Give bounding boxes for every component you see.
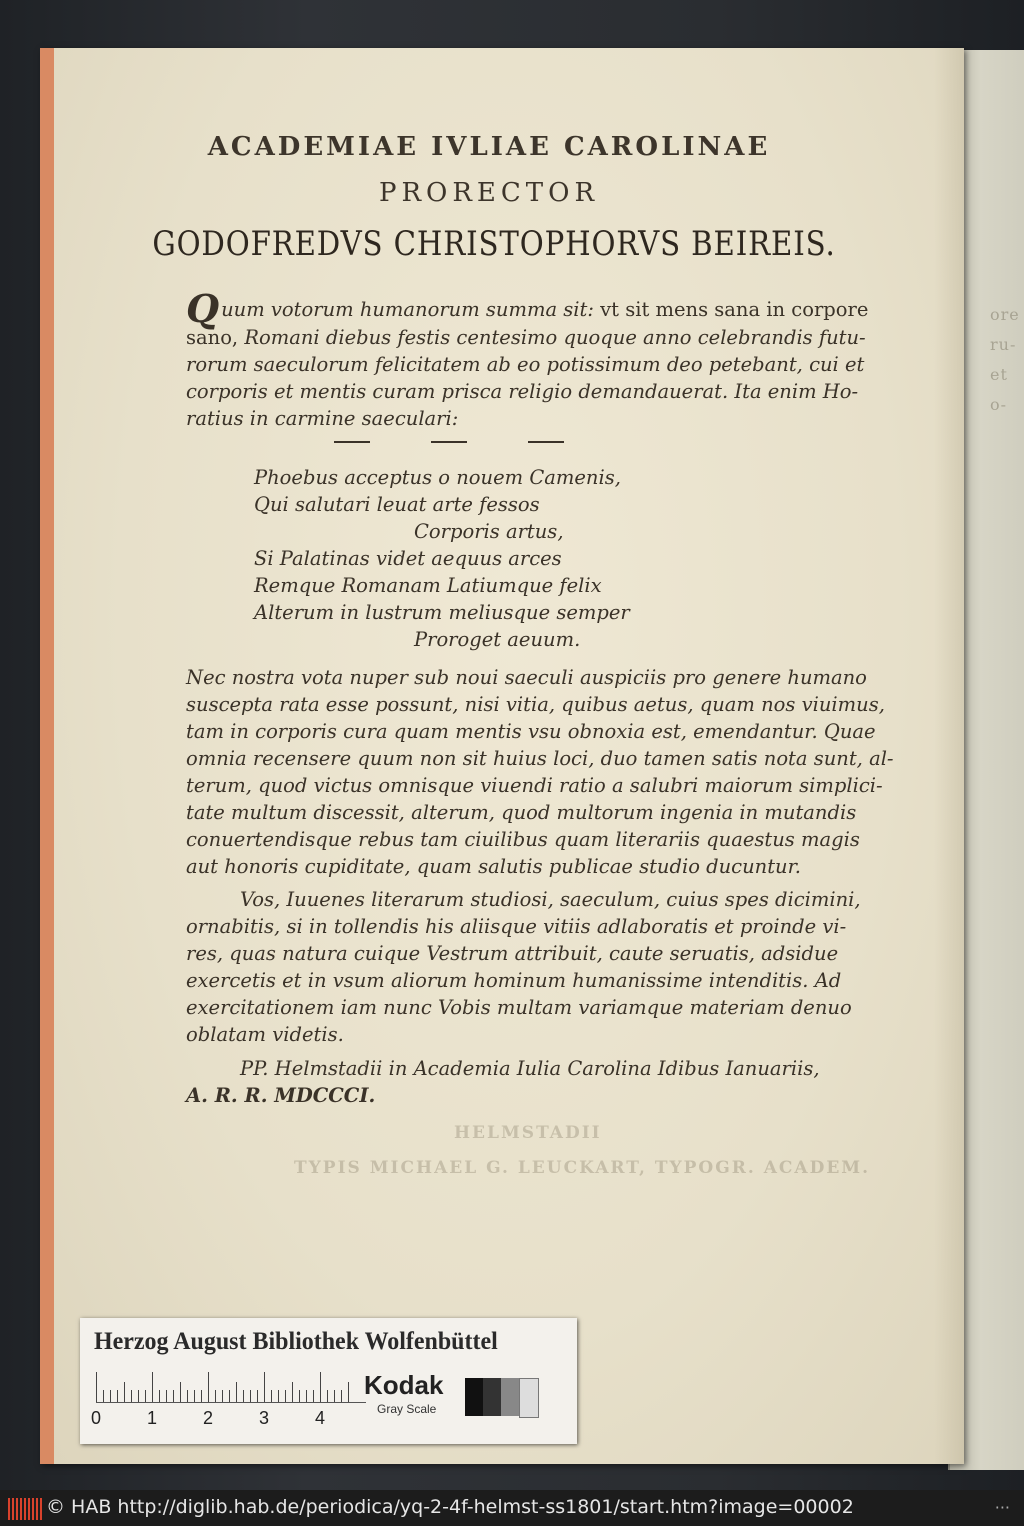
paragraph1-line3: rorum saeculorum felicitatem ab eo potissimum deo petebant, cui et <box>186 353 865 376</box>
poem-line: Phoebus acceptus o nouem Camenis, <box>254 466 621 489</box>
ruler-number: 0 <box>91 1408 102 1428</box>
ruler-number: 1 <box>147 1408 158 1428</box>
poem-line: Proroget aeuum. <box>414 628 581 651</box>
poem-line: Si Palatinas videt aequus arces <box>254 547 562 570</box>
paragraph3-line: ornabitis, si in tollendis his aliisque vitiis adlaboratis et proinde vi- <box>186 915 847 938</box>
paragraph1-line2: sano, Romani diebus festis centesimo quoque anno celebrandis futu- <box>186 326 866 349</box>
paragraph2-line: tam in corporis cura quam mentis vsu obnoxia est, emendantur. Quae <box>186 720 876 743</box>
paragraph2-line: tate multum discessit, alterum, quod multorum ingenia in mutandis <box>186 801 857 824</box>
paragraph2-line: Nec nostra vota nuper sub noui saeculi auspiciis pro genere humano <box>186 666 867 689</box>
paragraph3-line: exercetis et in vsum aliorum hominum humanissime intenditis. Ad <box>186 969 842 992</box>
ruler-number: 4 <box>315 1408 326 1428</box>
hab-logo-icon <box>8 1498 42 1520</box>
scale-ruler <box>96 1372 366 1403</box>
color-reference-card <box>80 1318 577 1444</box>
poem-line: Qui salutari leuat arte fessos <box>254 493 540 516</box>
kodak-logo: Kodak <box>364 1370 444 1400</box>
more-icon[interactable]: ··· <box>994 1498 1010 1517</box>
viewer-footer <box>0 1490 1024 1526</box>
library-name: Herzog August Bibliothek Wolfenbüttel <box>94 1326 498 1355</box>
paragraph1-line5: ratius in carmine saeculari: <box>186 407 459 430</box>
gray-swatches <box>465 1378 539 1418</box>
source-url[interactable]: © HAB http://diglib.hab.de/periodica/yq-2-4f-helmst-ss1801/start.htm?image=00002 <box>46 1496 854 1518</box>
adjacent-page-edge: ore ru- et o- <box>948 50 1024 1470</box>
paragraph1-line1: Quum votorum humanorum summa sit: vt sit mens sana in corpore <box>186 286 869 331</box>
paragraph2-line: suscepta rata esse possunt, nisi vitia, quibus aetus, quam nos viuimus, <box>186 693 885 716</box>
heading-prorector: PRORECTOR <box>378 178 600 208</box>
poem-line: Corporis artus, <box>414 520 564 543</box>
paragraph2-line: terum, quod victus omnisque viuendi ratio a salubri maiorum simplici- <box>186 774 883 797</box>
ruler-number: 3 <box>259 1408 270 1428</box>
document-page <box>40 48 964 1464</box>
paragraph3-line: res, quas natura cuique Vestrum attribuit, caute seruatis, adsidue <box>186 942 839 965</box>
paragraph3-line: oblatam videtis. <box>186 1023 344 1046</box>
paragraph3-line: Vos, Iuuenes literarum studiosi, saeculum, cuius spes dicimini, <box>240 888 861 911</box>
paragraph1-line4: corporis et mentis curam prisca religio demandauerat. Ita enim Ho- <box>186 380 859 403</box>
bleed-through-text: HELMSTADII <box>454 1123 602 1143</box>
heading-name: GODOFREDVS CHRISTOPHORVS BEIREIS. <box>152 224 836 264</box>
closing-place-date: PP. Helmstadii in Academia Iulia Carolina Idibus Ianuariis, <box>240 1057 820 1080</box>
bleed-through-text: TYPIS MICHAEL G. LEUCKART, TYPOGR. ACADEM. <box>294 1158 871 1178</box>
paragraph3-line: exercitationem iam nunc Vobis multam variamque materiam denuo <box>186 996 852 1019</box>
poem-line: Remque Romanam Latiumque felix <box>254 574 602 597</box>
paragraph2-line: omnia recensere quum non sit huius loci, duo tamen satis nota sunt, al- <box>186 747 894 770</box>
closing-year: A. R. R. MDCCCI. <box>186 1084 376 1107</box>
heading-academy: ACADEMIAE IVLIAE CAROLINAE <box>207 132 771 162</box>
paragraph2-line: conuertendisque rebus tam ciuilibus quam literariis quaestus magis <box>186 828 860 851</box>
paragraph2-line: aut honoris cupiditate, quam salutis publicae studio ducuntur. <box>186 855 801 878</box>
section-dashes <box>334 441 564 443</box>
ruler-number: 2 <box>203 1408 214 1428</box>
kodak-gray-scale-label: Gray Scale <box>377 1402 437 1416</box>
poem-line: Alterum in lustrum meliusque semper <box>254 601 630 624</box>
